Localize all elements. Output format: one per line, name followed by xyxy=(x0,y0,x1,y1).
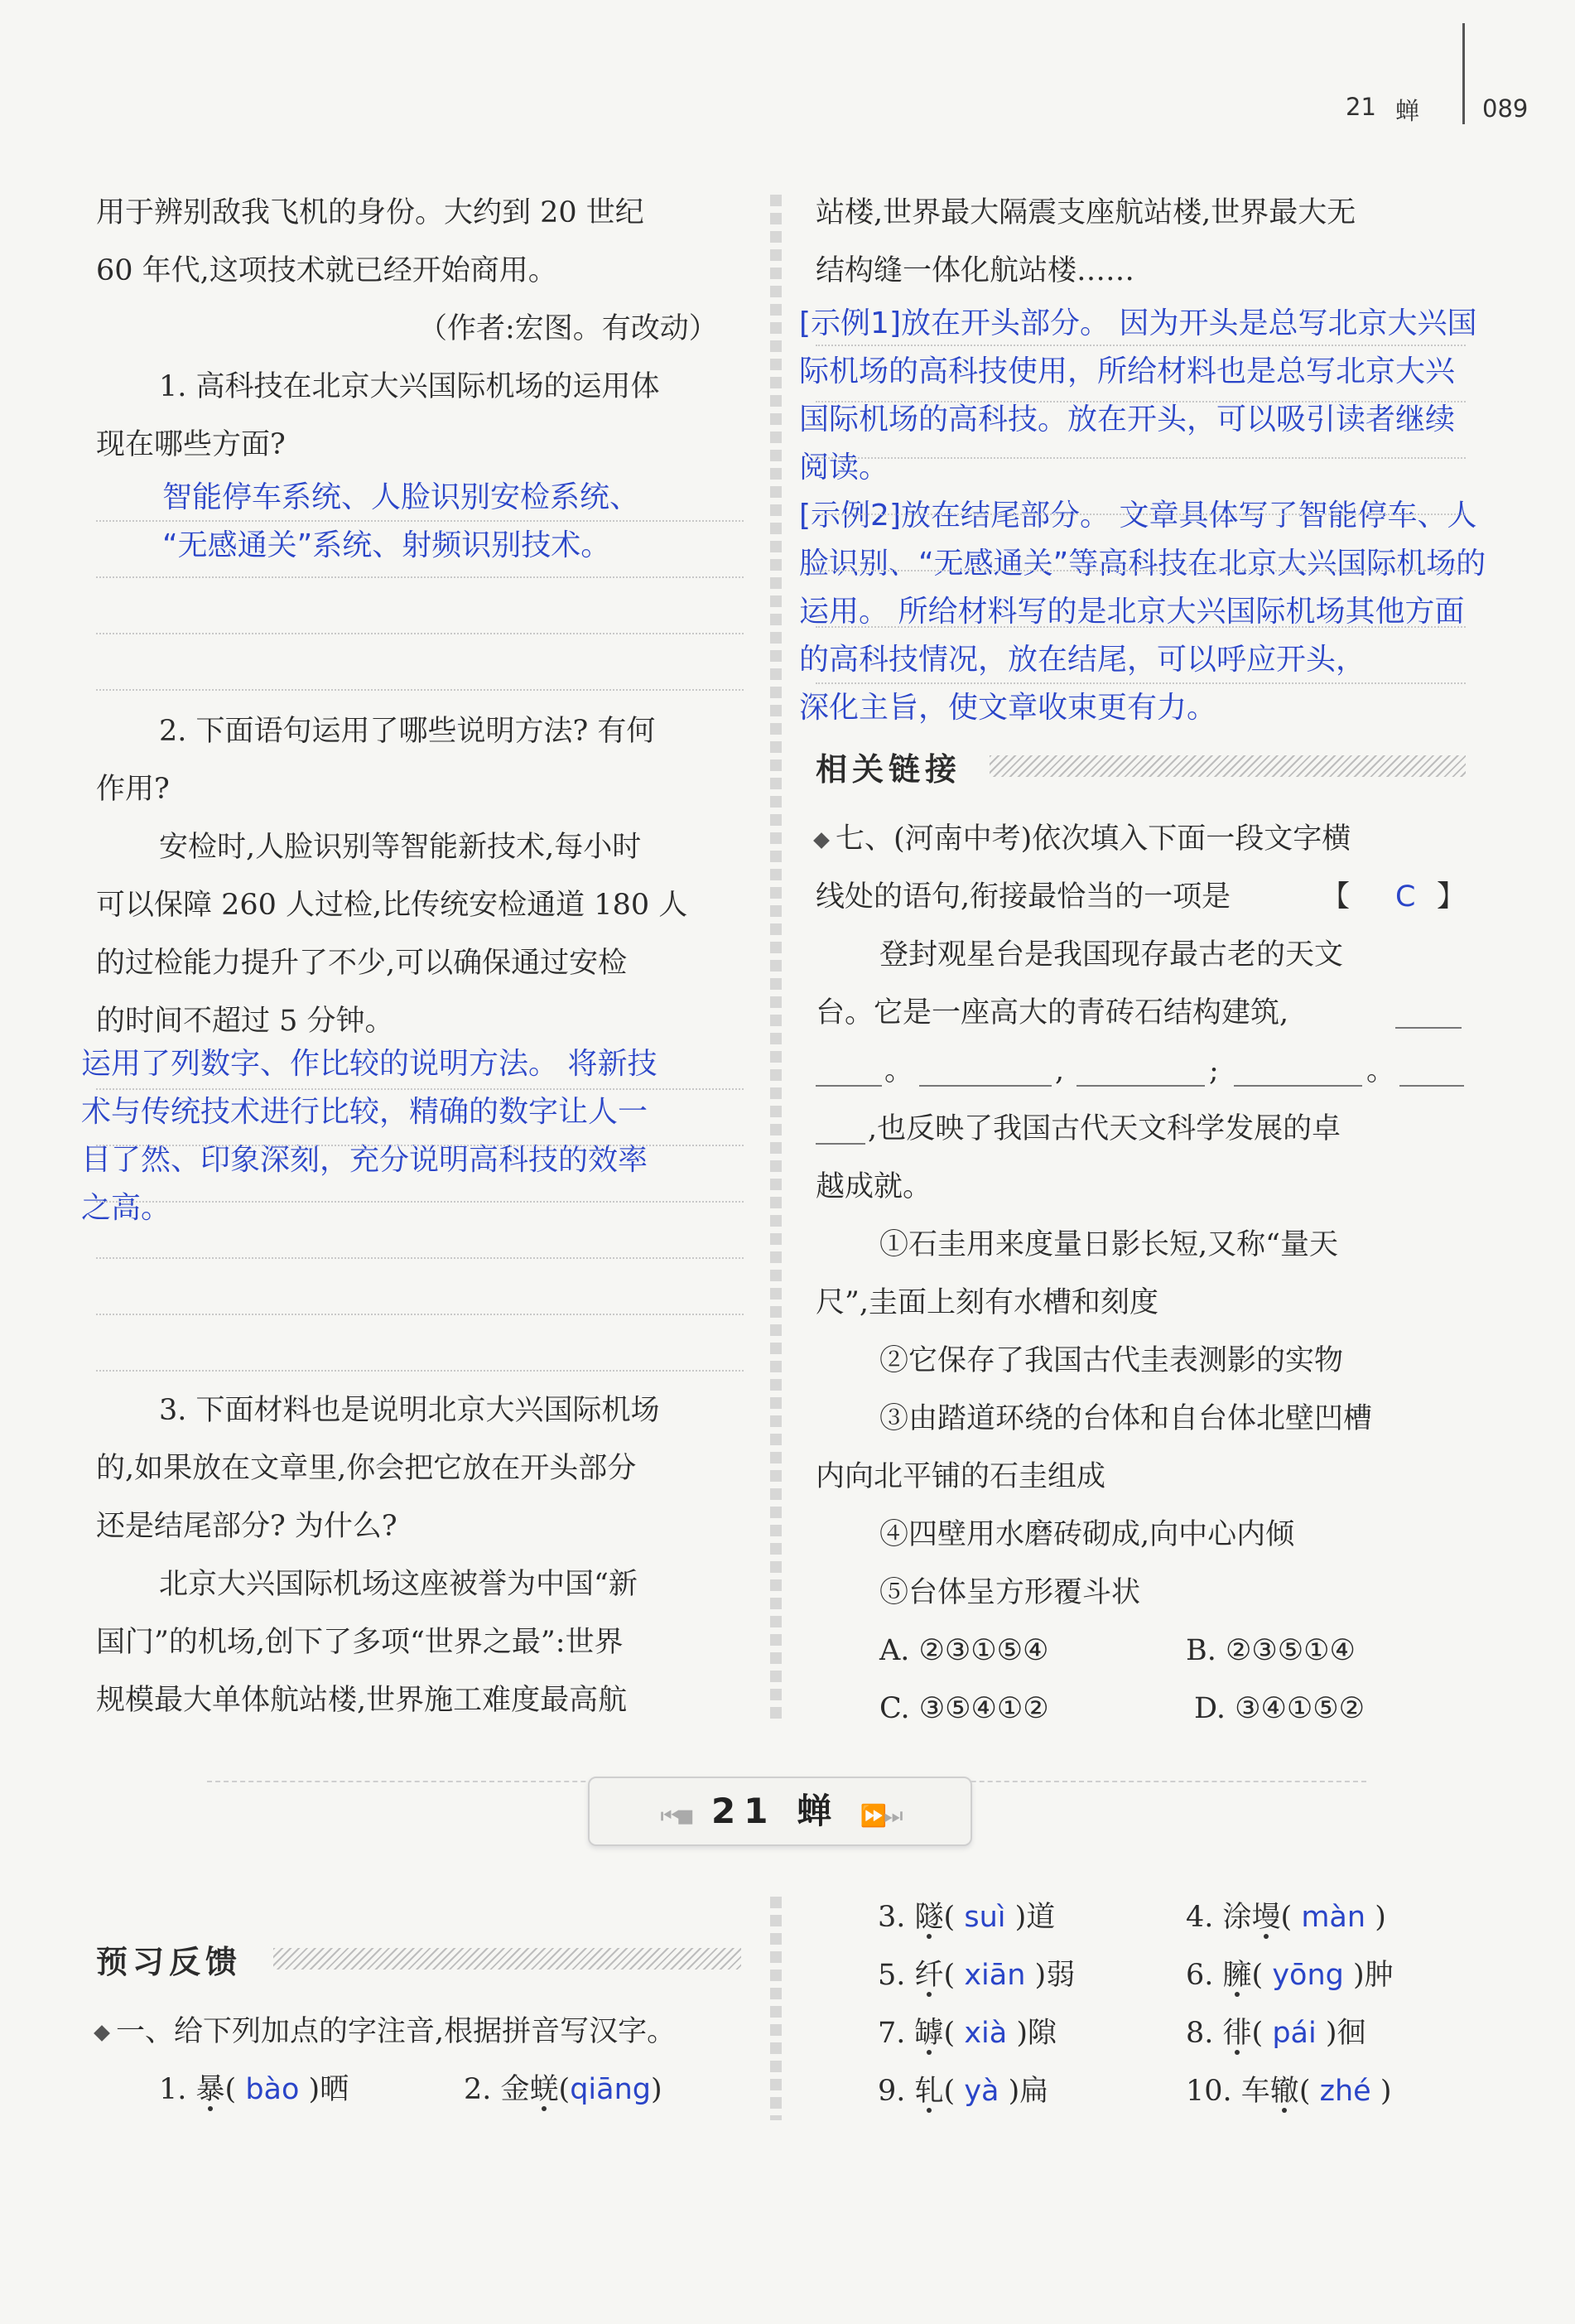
question-1: 1. 高科技在北京大兴国际机场的运用体 xyxy=(159,370,660,403)
lesson-number: 21 xyxy=(711,1791,777,1831)
answer-2-cont: 目了然、印象深刻，充分说明高科技的效率 xyxy=(81,1143,648,1177)
option-item: ⑤台体呈方形覆斗状 xyxy=(879,1576,1141,1609)
choice-b: B. ②③⑤①④ xyxy=(1186,1634,1356,1667)
answer-1: 智能停车系统、人脸识别安检系统、 xyxy=(162,480,640,514)
answer-3-example-1: 阅读。 xyxy=(799,451,889,485)
pinyin-item-3: 3. 隧( suì )道 xyxy=(878,1901,1056,1934)
text-line: 可以保障 260 人过检,比传统安检通道 180 人 xyxy=(96,889,688,922)
preview-question-text: 一、给下列加点的字注音,根据拼音写汉字。 xyxy=(116,2015,677,2048)
text-line: 的时间不超过 5 分钟。 xyxy=(96,1005,394,1038)
page-number: 089 xyxy=(1482,94,1529,123)
text-line: 登封观星台是我国现存最古老的天文 xyxy=(879,938,1344,972)
choice-a: A. ②③①⑤④ xyxy=(879,1634,1049,1667)
pinyin-item-8: 8. 徘( pái )徊 xyxy=(1186,2017,1366,2050)
text-line: 北京大兴国际机场这座被誉为中国“新 xyxy=(159,1568,638,1601)
answer-3-example-1: [示例1]放在开头部分。 因为开头是总写北京大兴国 xyxy=(799,306,1477,340)
writing-line xyxy=(816,682,1466,684)
writing-line xyxy=(96,520,744,522)
author-note: （作者:宏图。有改动） xyxy=(418,312,718,345)
text-line: ,也反映了我国古代天文科学发展的卓 xyxy=(868,1112,1341,1145)
answer-3-example-2: 脸识别、“无感通关”等高科技在北京大兴国际机场的 xyxy=(799,547,1486,581)
lesson-banner-title xyxy=(590,1778,971,1849)
writing-line xyxy=(96,633,744,634)
lesson-title: 蝉 xyxy=(797,1791,840,1831)
fill-blank xyxy=(1234,1042,1362,1087)
lesson-banner xyxy=(588,1777,972,1846)
pinyin-item-1: 1. 暴( bào )晒 xyxy=(159,2073,349,2106)
question-1-cont: 现在哪些方面? xyxy=(96,428,286,461)
pinyin-item-4: 4. 涂墁( màn ) xyxy=(1186,1901,1386,1934)
fill-blank xyxy=(816,1100,865,1145)
question-7 xyxy=(816,810,1351,868)
writing-line xyxy=(816,570,1466,571)
pinyin-item-5: 5. 纤( xiān )弱 xyxy=(878,1959,1076,1992)
pinyin-item-2: 2. 金蜣(qiāng) xyxy=(464,2073,662,2106)
writing-line xyxy=(96,1088,744,1090)
answer-2-cont: 之高。 xyxy=(81,1191,171,1225)
text-line: 60 年代,这项技术就已经开始商用。 xyxy=(96,254,557,287)
rewind-icon: ⏮◼ xyxy=(660,1804,691,1829)
writing-line xyxy=(816,401,1466,403)
header-lesson-title: 蝉 xyxy=(1395,97,1420,125)
punct: , xyxy=(1055,1054,1065,1087)
writing-line xyxy=(816,345,1466,346)
section-title-preview: 预习反馈 xyxy=(96,1944,243,1980)
text-line: 台。它是一座高大的青砖石结构建筑, xyxy=(816,996,1289,1029)
choice-d: D. ③④①⑤② xyxy=(1194,1692,1365,1725)
answer-bracket-right: 】 xyxy=(1437,880,1467,914)
question-7-cont: 线处的语句,衔接最恰当的一项是 xyxy=(816,880,1231,914)
column-divider xyxy=(770,195,782,1719)
answer-3-example-2: 的高科技情况，放在结尾，可以呼应开头， xyxy=(799,643,1366,677)
option-item: 尺”,圭面上刻有水槽和刻度 xyxy=(816,1286,1159,1319)
question-3-cont: 的,如果放在文章里,你会把它放在开头部分 xyxy=(96,1452,637,1485)
writing-line xyxy=(816,513,1466,515)
question-7-text: 七、(河南中考)依次填入下面一段文字横 xyxy=(836,822,1351,856)
section-hatch xyxy=(990,755,1466,777)
fill-blank xyxy=(816,1042,882,1087)
answer-2-cont: 术与传统技术进行比较，精确的数字让人一 xyxy=(81,1095,648,1129)
writing-line xyxy=(96,576,744,578)
text-line: 的过检能力提升了不少,可以确保通过安检 xyxy=(96,947,628,980)
fill-blank xyxy=(1076,1042,1205,1087)
question-3: 3. 下面材料也是说明北京大兴国际机场 xyxy=(159,1394,660,1427)
pinyin-item-9: 9. 轧( yà )扁 xyxy=(878,2075,1049,2108)
diamond-icon xyxy=(94,2025,110,2042)
answer-3-example-1: 国际机场的高科技。放在开头，可以吸引读者继续 xyxy=(799,403,1456,436)
answer-3-example-2: 运用。 所给材料写的是北京大兴国际机场其他方面 xyxy=(799,595,1465,629)
writing-line xyxy=(96,1314,744,1315)
option-item: ②它保存了我国古代圭表测影的实物 xyxy=(879,1344,1344,1377)
header-lesson-number: 21 xyxy=(1346,93,1376,121)
question-3-cont: 还是结尾部分? 为什么? xyxy=(96,1510,397,1543)
text-line: 越成就。 xyxy=(816,1170,932,1203)
section-title-related-links: 相关链接 xyxy=(816,751,962,788)
answer-3-example-1: 际机场的高科技使用，所给材料也是总写北京大兴 xyxy=(799,354,1456,388)
question-2: 2. 下面语句运用了哪些说明方法? 有何 xyxy=(159,715,656,748)
text-line: 结构缝一体化航站楼…… xyxy=(816,254,1135,287)
punct: 。 xyxy=(1366,1054,1396,1087)
punct: 。 xyxy=(884,1054,914,1087)
answer-7: C xyxy=(1395,880,1416,914)
fill-blank xyxy=(919,1042,1052,1087)
choice-c: C. ③⑤④①② xyxy=(879,1692,1049,1725)
answer-2: 运用了列数字、作比较的说明方法。 将新技 xyxy=(81,1047,657,1081)
forward-icon: ⏩⏭ xyxy=(860,1804,900,1829)
answer-3-example-2: 深化主旨，使文章收束更有力。 xyxy=(799,691,1217,725)
writing-line xyxy=(816,457,1466,459)
preview-question xyxy=(96,2003,676,2061)
column-divider-bottom xyxy=(770,1897,782,2120)
header-rule xyxy=(1462,23,1465,124)
option-item: ④四壁用水磨砖砌成,向中心内倾 xyxy=(879,1518,1295,1551)
answer-1-cont: “无感通关”系统、射频识别技术。 xyxy=(162,528,611,562)
text-line: 国门”的机场,创下了多项“世界之最”:世界 xyxy=(96,1626,624,1659)
writing-line xyxy=(816,626,1466,628)
text-line: 安检时,人脸识别等智能新技术,每小时 xyxy=(159,831,642,864)
fill-blank xyxy=(1399,1042,1464,1087)
pinyin-item-7: 7. 罅( xià )隙 xyxy=(878,2017,1057,2050)
answer-3-example-2: [示例2]放在结尾部分。 文章具体写了智能停车、人 xyxy=(799,499,1477,533)
diamond-icon xyxy=(813,832,830,849)
fill-blank xyxy=(1395,984,1462,1029)
option-item: ③由踏道环绕的台体和自台体北壁凹槽 xyxy=(879,1402,1373,1435)
pinyin-item-10: 10. 车辙( zhé ) xyxy=(1186,2075,1392,2108)
text-line: 站楼,世界最大隔震支座航站楼,世界最大无 xyxy=(816,196,1356,229)
answer-bracket-left: 【 xyxy=(1321,880,1351,914)
option-item: 内向北平铺的石圭组成 xyxy=(816,1460,1106,1493)
text-line: 用于辨别敌我飞机的身份。大约到 20 世纪 xyxy=(96,196,644,229)
pinyin-item-6: 6. 臃( yōng )肿 xyxy=(1186,1959,1394,1992)
writing-line xyxy=(96,1370,744,1372)
writing-line xyxy=(96,1201,744,1203)
section-hatch xyxy=(273,1948,741,1970)
writing-line xyxy=(96,1145,744,1146)
punct: ; xyxy=(1209,1054,1219,1087)
writing-line xyxy=(96,1257,744,1259)
question-2-cont: 作用? xyxy=(96,773,170,806)
writing-line xyxy=(96,689,744,691)
option-item: ①石圭用来度量日影长短,又称“量天 xyxy=(879,1228,1339,1261)
text-line: 规模最大单体航站楼,世界施工难度最高航 xyxy=(96,1684,628,1717)
